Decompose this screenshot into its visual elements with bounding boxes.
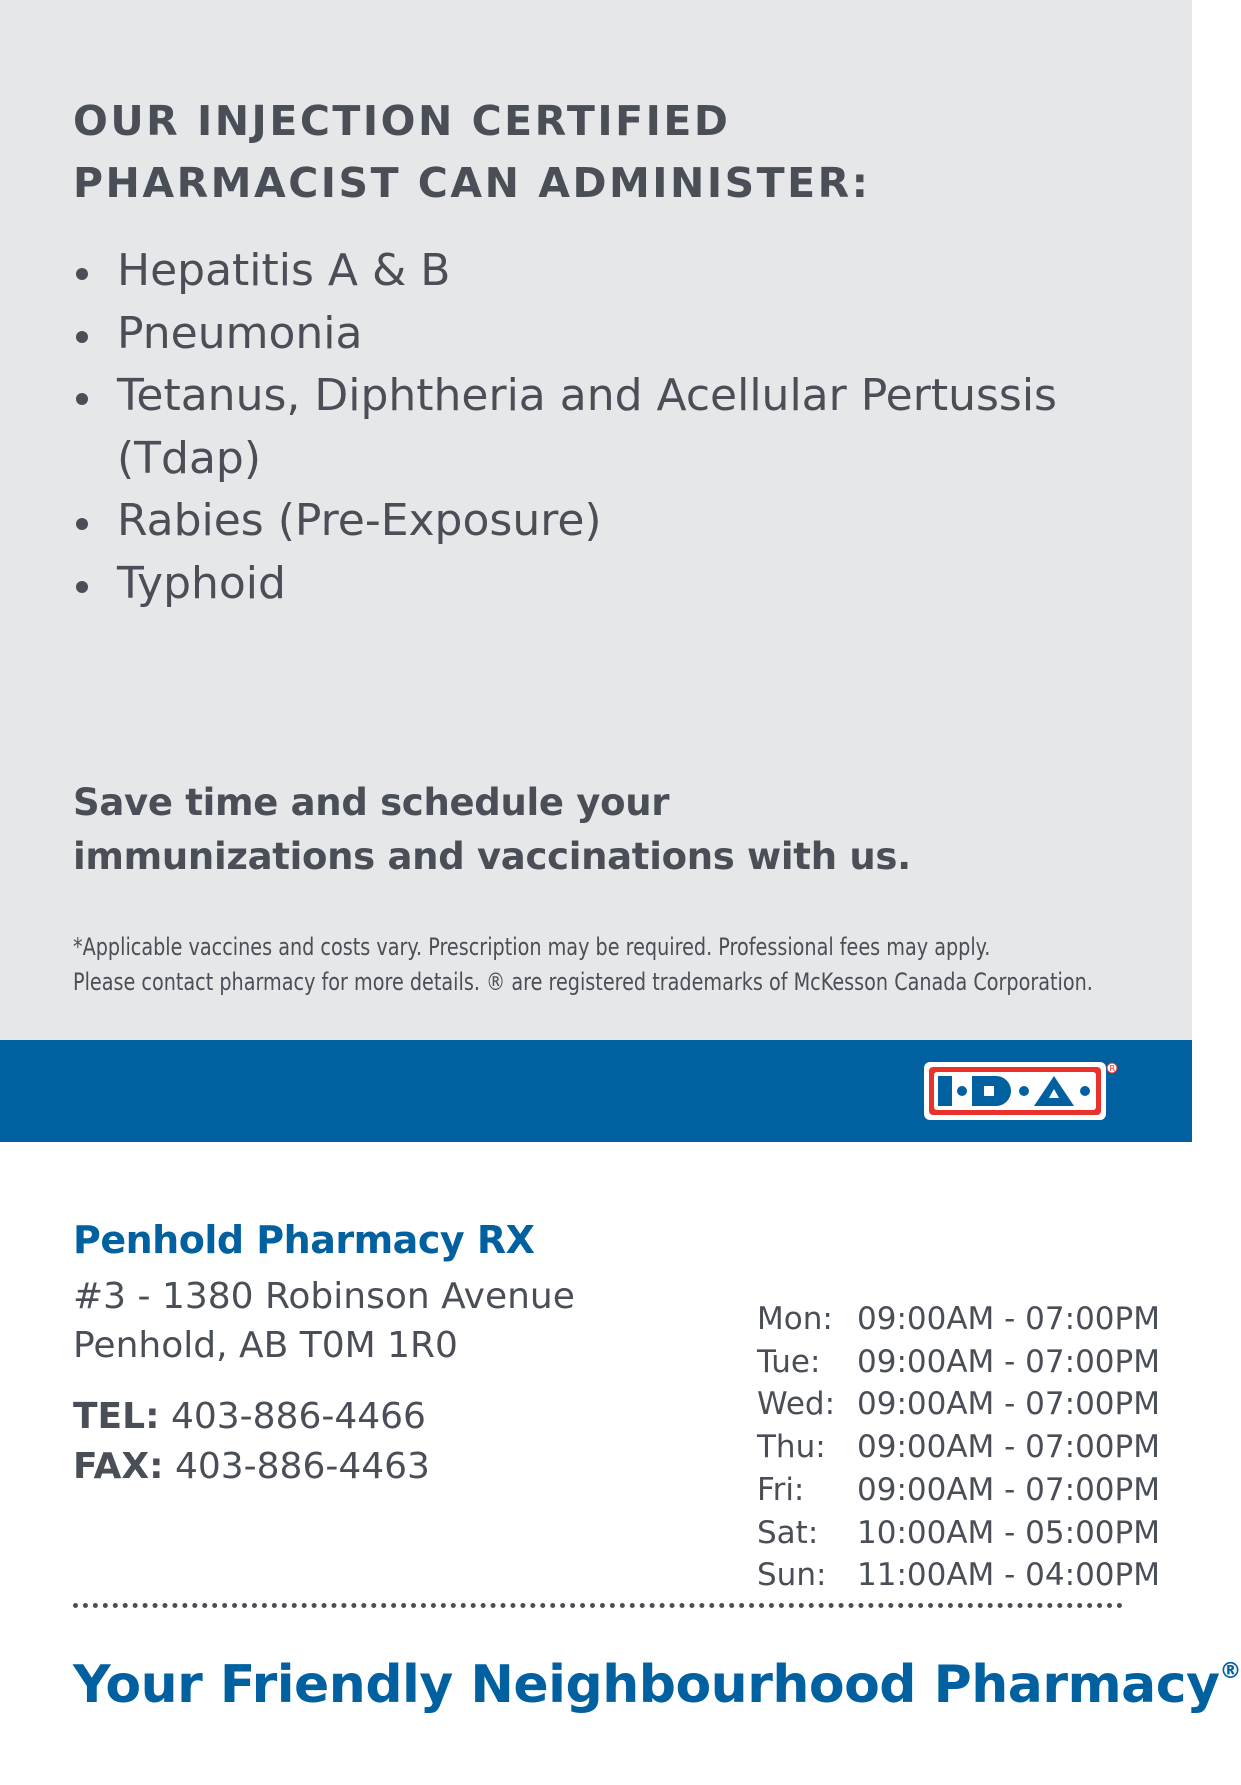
title-line-2: PHARMACIST CAN ADMINISTER:	[73, 159, 871, 207]
hours-row	[757, 1426, 1160, 1469]
hours-time: 09:00AM - 07:00PM	[857, 1386, 1160, 1423]
fax	[73, 1442, 430, 1492]
list-item: Hepatitis A & B	[73, 240, 1107, 303]
hours-day: Wed:	[757, 1386, 836, 1423]
disclaimer-line-2: Please contact pharmacy for more details. ® are registered trademarks of McKesson Canada Corporation.	[73, 968, 1093, 996]
hours-time: 09:00AM - 07:00PM	[857, 1471, 1160, 1508]
fax-label: FAX:	[73, 1446, 164, 1487]
address-line-2: Penhold, AB T0M 1R0	[73, 1325, 458, 1366]
hours-day: Thu:	[757, 1429, 826, 1466]
svg-text:R: R	[1109, 1064, 1116, 1073]
hours-day: Tue:	[757, 1343, 821, 1380]
pharmacy-address	[73, 1272, 575, 1370]
tel-label: TEL:	[73, 1396, 160, 1437]
list-item: Rabies (Pre-Exposure)	[73, 490, 1107, 553]
store-hours	[757, 1298, 1160, 1597]
cta-line-2: immunizations and vaccinations with us.	[73, 835, 911, 878]
contact-numbers	[73, 1392, 430, 1492]
hours-row	[757, 1298, 1160, 1341]
registered-mark: ®	[1219, 1659, 1241, 1684]
call-to-action	[73, 776, 911, 884]
hours-time: 09:00AM - 07:00PM	[857, 1429, 1160, 1466]
dotted-divider	[73, 1603, 1123, 1608]
hours-time: 10:00AM - 05:00PM	[857, 1514, 1160, 1551]
tagline	[73, 1655, 1241, 1715]
tagline-text: Your Friendly Neighbourhood Pharmacy	[73, 1655, 1220, 1715]
page-title	[73, 90, 871, 214]
hours-row	[757, 1512, 1160, 1555]
list-item: Tetanus, Diphtheria and Acellular Pertussis (Tdap)	[73, 365, 1107, 490]
vaccine-list	[73, 240, 1107, 615]
disclaimer	[73, 930, 1093, 1000]
list-item: Typhoid	[73, 553, 1107, 616]
hours-row	[757, 1341, 1160, 1384]
hours-time: 09:00AM - 07:00PM	[857, 1301, 1160, 1337]
cta-line-1: Save time and schedule your	[73, 781, 670, 824]
hours-time: 11:00AM - 04:00PM	[857, 1557, 1160, 1594]
hours-day: Mon:	[757, 1301, 833, 1337]
hours-day: Sat:	[757, 1514, 819, 1551]
disclaimer-line-1: *Applicable vaccines and costs vary. Prescription may be required. Professional fees may apply.	[73, 933, 991, 961]
brand-band	[0, 1040, 1192, 1142]
list-item: Pneumonia	[73, 303, 1107, 366]
tel-number[interactable]: 403-886-4466	[170, 1396, 426, 1437]
hours-row	[757, 1383, 1160, 1426]
ida-logo	[922, 1058, 1122, 1124]
address-line-1: #3 - 1380 Robinson Avenue	[73, 1276, 575, 1317]
hours-row	[757, 1469, 1160, 1512]
hours-day: Sun:	[757, 1557, 827, 1594]
hours-day: Fri:	[757, 1471, 805, 1508]
title-line-1: OUR INJECTION CERTIFIED	[73, 97, 731, 145]
pharmacy-name: Penhold Pharmacy RX	[73, 1218, 535, 1262]
hours-row	[757, 1554, 1160, 1597]
hours-time: 09:00AM - 07:00PM	[857, 1343, 1160, 1380]
phone	[73, 1392, 430, 1442]
fax-number: 403-886-4463	[174, 1446, 430, 1487]
